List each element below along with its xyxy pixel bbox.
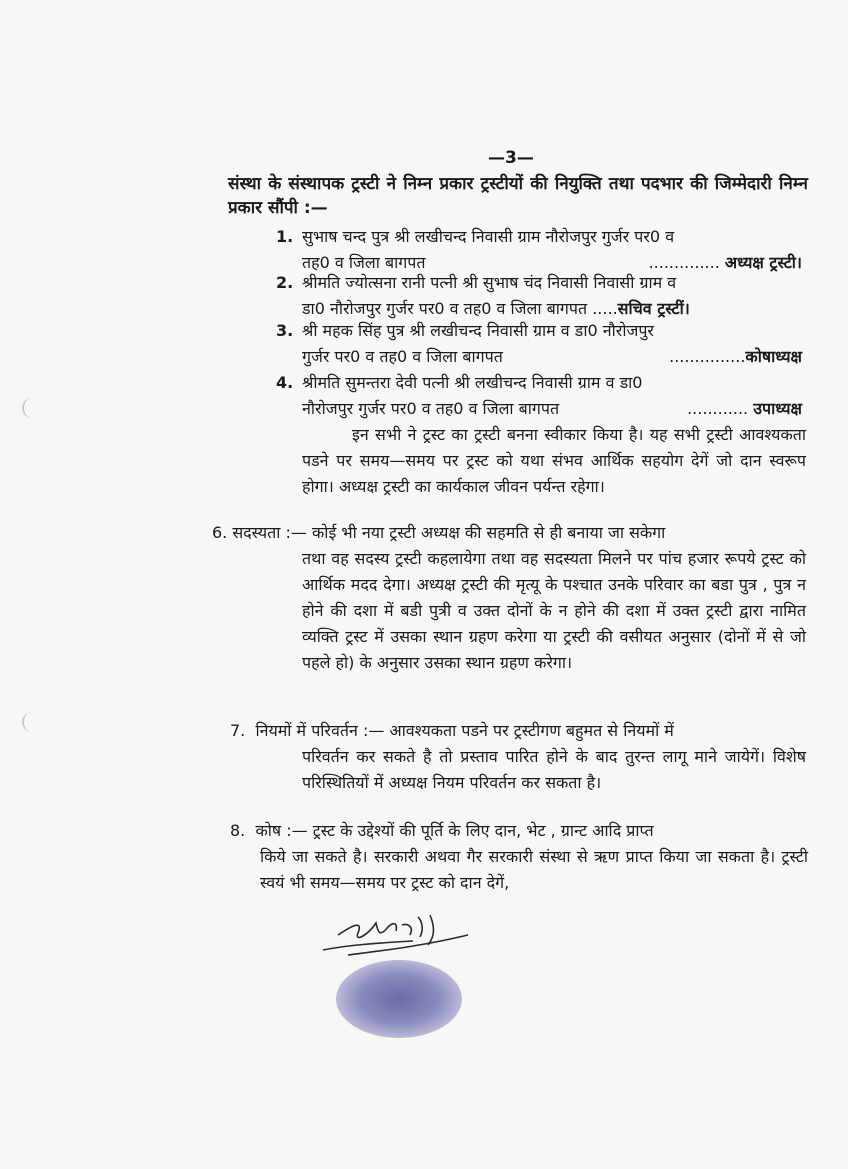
section-number: 6. (212, 523, 228, 542)
section-fund (230, 818, 810, 844)
acceptance-paragraph: इन सभी ने ट्रस्ट का ट्रस्टी बनना स्वीकार किया है। यह सभी ट्रस्टी आवश्यकता पडने पर समय—समय पर ट्रस्ट को यथा संभव आर्थिक सहयोग देगें जो दान स्वरूप होगा। अध्यक्ष ट्रस्टी का कार्यकाल जीवन पर्यन्त रहेगा। (302, 425, 806, 496)
trustee-line: गुर्जर पर0 व तह0 व जिला बागपत (302, 347, 503, 366)
item-number: 1. (276, 227, 294, 246)
thumbprint (336, 960, 462, 1038)
section-number: 7. (230, 721, 246, 740)
intro-paragraph: संस्था के संस्थापक ट्रस्टी ने निम्न प्रकार ट्रस्टीयों की नियुक्ति तथा पदभार की जिम्मेदारी निम्न प्रकार सौंपी :— (228, 174, 808, 218)
item-number: 4. (276, 373, 294, 392)
dot-leader: ..... (592, 299, 618, 318)
signature (318, 905, 478, 965)
trustee-role: अध्यक्ष ट्रस्टी। (724, 253, 802, 272)
section-first-line: कोई भी नया ट्रस्टी अध्यक्ष की सहमति से ही बनाया जा सकेगा (312, 523, 666, 542)
dot-leader: ............ (687, 399, 749, 418)
trustee-line: डा0 नौरोजपुर गुर्जर पर0 व तह0 व जिला बागपत (302, 299, 588, 318)
section-heading: सदस्यता :— (232, 523, 307, 542)
page-number: —3— (488, 148, 534, 168)
trustee-line: तह0 व जिला बागपत (302, 253, 426, 272)
section-membership (212, 520, 808, 546)
section-rule-change (230, 718, 810, 744)
trustee-role: सचिव ट्रस्टीं। (617, 299, 690, 318)
trustee-line: श्रीमति सुमन्तरा देवी पत्नी श्री लखीचन्द निवासी ग्राम व डा0 (302, 373, 643, 392)
trustee-role: उपाध्यक्ष (753, 399, 802, 418)
section-fund-body: किये जा सकते है। सरकारी अथवा गैर सरकारी संस्था से ऋण प्राप्त किया जा सकता है। ट्रस्टी स्वयं भी समय—समय पर ट्रस्ट को दान देगें, (260, 847, 808, 892)
punch-hole (22, 712, 42, 732)
section-number: 8. (230, 821, 246, 840)
trustee-line: श्रीमति ज्योत्सना रानी पत्नी श्री सुभाष चंद निवासी निवासी ग्राम व (302, 273, 677, 292)
trustee-line: श्री महक सिंह पुत्र श्री लखीचन्द निवासी ग्राम व डा0 नौरोजपुर (302, 321, 654, 340)
trustee-role: कोषाध्यक्ष (745, 347, 802, 366)
item-number: 3. (276, 321, 294, 340)
item-number: 2. (276, 273, 294, 292)
trustee-line: नौरोजपुर गुर्जर पर0 व तह0 व जिला बागपत (302, 399, 560, 418)
section-heading: कोष :— (255, 821, 308, 840)
section-first-line: आवश्यकता पडने पर ट्रस्टीगण बहुमत से नियमों में (389, 721, 674, 740)
section-first-line: ट्रस्ट के उद्देश्यों की पूर्ति के लिए दान, भेट , ग्रान्ट आदि प्राप्त (312, 821, 654, 840)
section-membership-body: तथा वह सदस्य ट्रस्टी कहलायेगा तथा वह सदस्यता मिलने पर पांच हजार रूपये ट्रस्ट को आर्थिक मदद देगा। अध्यक्ष ट्रस्टी की मृत्यू के पश्चात उनके परिवार का बडा पुत्र , पुत्र न होने की दशा में बडी पुत्री व उक्त दोनों के न होने की दशा में उक्त ट्रस्टी द्वारा नामित व्यक्ति ट्रस्ट में उसका स्थान ग्रहण करेगा या ट्रस्टी की वसीयत अनुसार (दोनों में से जो पहले हो) के अनुसार उसका स्थान ग्रहण करेगा। (302, 549, 806, 672)
dot-leader: .............. (648, 253, 720, 272)
section-heading: नियमों में परिवर्तन :— (255, 721, 385, 740)
dot-leader: ............... (669, 347, 746, 366)
section-rule-change-body: परिवर्तन कर सकते है तो प्रस्ताव पारित होने के बाद तुरन्त लागू माने जायेगें। विशेष परिस्थितियों में अध्यक्ष नियम परिवर्तन कर सकता है। (302, 747, 806, 792)
punch-hole (22, 398, 42, 418)
trustee-line: सुभाष चन्द पुत्र श्री लखीचन्द निवासी ग्राम नौरोजपुर गुर्जर पर0 व (302, 227, 675, 246)
